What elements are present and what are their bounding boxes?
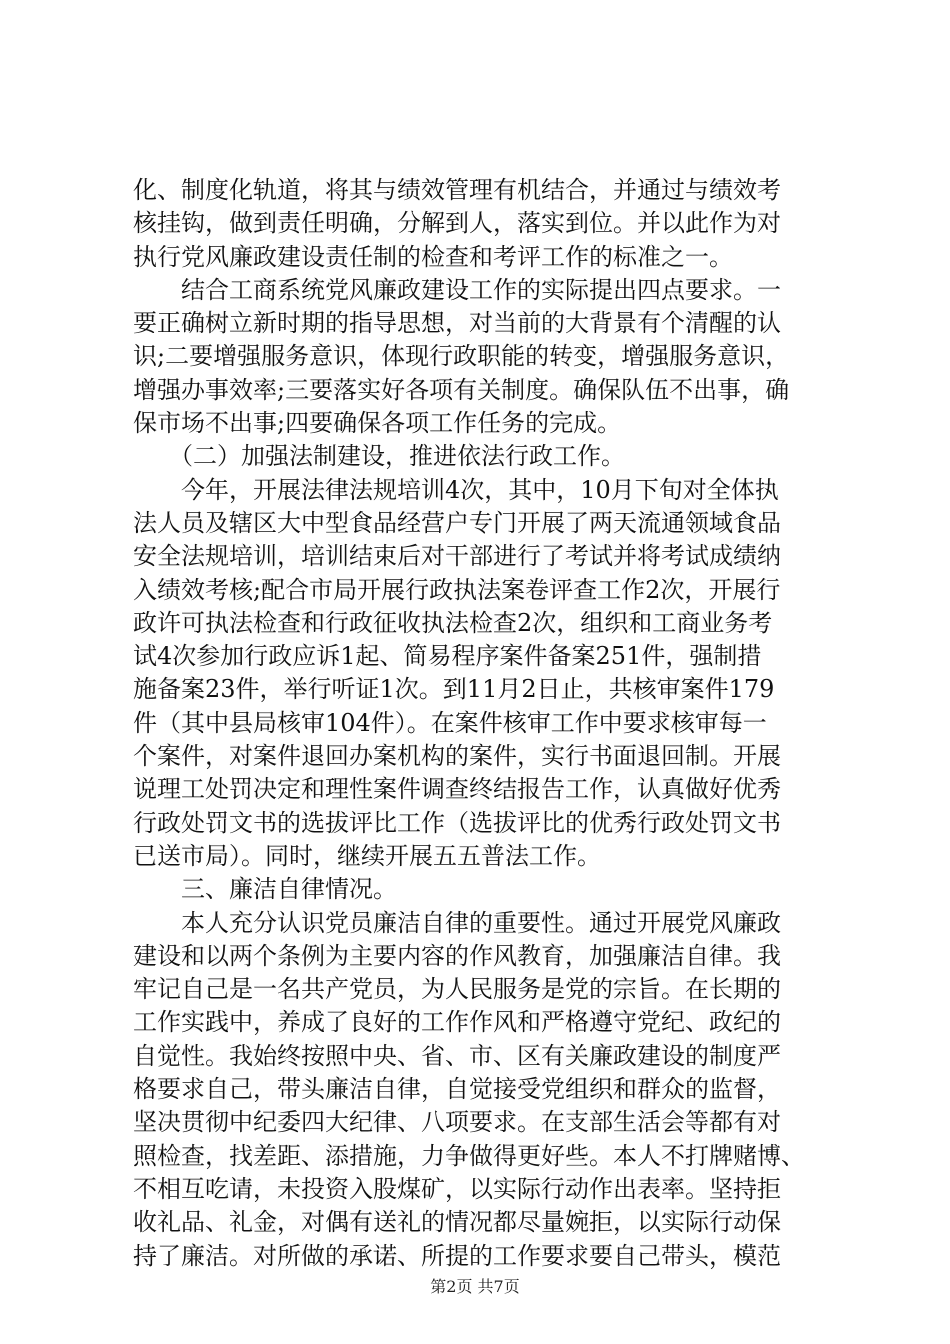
text-line: 今年，开展法律法规培训4次，其中，10月下旬对全体执 bbox=[133, 475, 779, 504]
text-line: 本人充分认识党员廉洁自律的重要性。通过开展党风廉政 bbox=[133, 908, 781, 937]
text-line: 坚决贯彻中纪委四大纪律、八项要求。在支部生活会等都有对 bbox=[133, 1108, 781, 1137]
text-line: 结合工商系统党风廉政建设工作的实际提出四点要求。一 bbox=[133, 275, 781, 304]
text-line: 自觉性。我始终按照中央、省、市、区有关廉政建设的制度严 bbox=[133, 1041, 781, 1070]
text-line: 识;二要增强服务意识，体现行政职能的转变，增强服务意识， bbox=[133, 342, 790, 371]
page-number-footer: 第2页 共7页 bbox=[430, 1277, 520, 1296]
text-line: 格要求自己，带头廉洁自律，自觉接受党组织和群众的监督， bbox=[133, 1075, 781, 1104]
text-line: 说理工处罚决定和理性案件调查终结报告工作，认真做好优秀 bbox=[133, 775, 781, 804]
text-line: 建设和以两个条例为主要内容的作风教育，加强廉洁自律。我 bbox=[133, 941, 781, 970]
text-line: 三、廉洁自律情况。 bbox=[133, 875, 397, 904]
document-body bbox=[133, 174, 833, 1273]
text-line: 行政处罚文书的选拔评比工作（选拔评比的优秀行政处罚文书 bbox=[133, 808, 781, 837]
text-line: 核挂钩，做到责任明确，分解到人，落实到位。并以此作为对 bbox=[133, 209, 781, 238]
text-line: 保市场不出事;四要确保各项工作任务的完成。 bbox=[133, 409, 622, 438]
text-line: 试4次参加行政应诉1起、简易程序案件备案251件，强制措 bbox=[133, 642, 762, 671]
text-line: 照检查，找差距、添措施，力争做得更好些。本人不打牌赌博、 bbox=[133, 1141, 805, 1170]
text-line: （二）加强法制建设，推进依法行政工作。 bbox=[133, 442, 625, 471]
text-line: 执行党风廉政建设责任制的检查和考评工作的标准之一。 bbox=[133, 242, 733, 271]
text-line: 牢记自己是一名共产党员，为人民服务是党的宗旨。在长期的 bbox=[133, 975, 781, 1004]
text-line: 要正确树立新时期的指导思想，对当前的大背景有个清醒的认 bbox=[133, 309, 781, 338]
text-line: 增强办事效率;三要落实好各项有关制度。确保队伍不出事，确 bbox=[133, 375, 790, 404]
text-line: 持了廉洁。对所做的承诺、所提的工作要求要自己带头，模范 bbox=[133, 1241, 781, 1270]
text-line: 工作实践中，养成了良好的工作作风和严格遵守党纪、政纪的 bbox=[133, 1008, 781, 1037]
text-line: 已送市局）。同时，继续开展五五普法工作。 bbox=[133, 841, 601, 870]
text-line: 化、制度化轨道，将其与绩效管理有机结合，并通过与绩效考 bbox=[133, 176, 781, 204]
text-line: 收礼品、礼金，对偶有送礼的情况都尽量婉拒，以实际行动保 bbox=[133, 1208, 781, 1237]
text-line: 不相互吃请，未投资入股煤矿，以实际行动作出表率。坚持拒 bbox=[133, 1174, 781, 1203]
text-line: 件（其中县局核审104件）。在案件核审工作中要求核审每一 bbox=[133, 708, 767, 737]
text-line: 入绩效考核;配合市局开展行政执法案卷评查工作2次，开展行 bbox=[133, 575, 781, 604]
text-line: 法人员及辖区大中型食品经营户专门开展了两天流通领域食品 bbox=[133, 508, 781, 537]
text-line: 个案件，对案件退回办案机构的案件，实行书面退回制。开展 bbox=[133, 742, 781, 771]
text-line: 施备案23件，举行听证1次。到11月2日止，共核审案件179 bbox=[133, 675, 775, 704]
text-line: 安全法规培训，培训结束后对干部进行了考试并将考试成绩纳 bbox=[133, 542, 781, 571]
text-line: 政许可执法检查和行政征收执法检查2次，组织和工商业务考 bbox=[133, 608, 773, 637]
